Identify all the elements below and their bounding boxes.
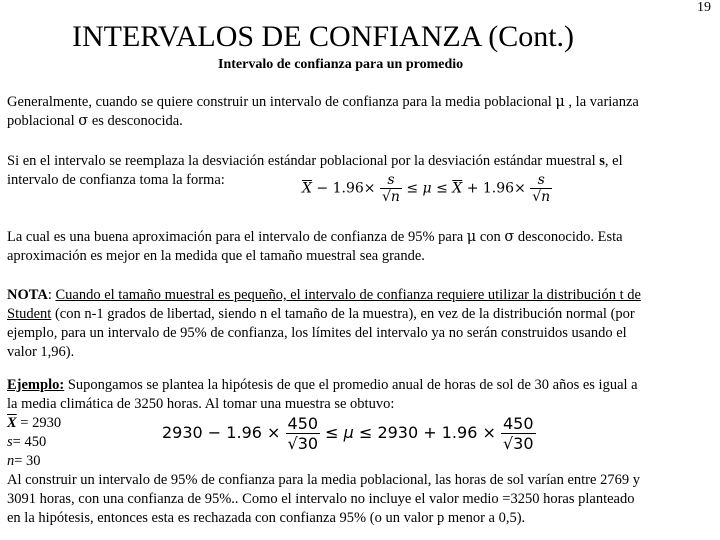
leq-symbol: ≤	[436, 180, 448, 197]
nota-line-1	[7, 286, 641, 305]
fraction-450-over-sqrt30	[501, 414, 536, 453]
xbar-symbol: $\overline{X}$	[452, 180, 463, 197]
ejemplo-line-1	[7, 376, 638, 395]
underlined-text: Cuando el tamaño muestral es pequeño, el intervalo de confianza requiere utilizar la distribución t de	[55, 287, 641, 303]
leq-symbol: ≤	[325, 423, 339, 442]
fraction-numerator: 450	[286, 414, 321, 434]
page-subtitle: Intervalo de confianza para un promedio	[218, 57, 464, 72]
sample-mean-value: = 2930	[16, 415, 62, 431]
underlined-text: Student	[7, 306, 52, 322]
formula-operator: + 1.96×	[466, 180, 526, 197]
text-segment: (con n-1 grados de libertad, siendo n el tamaño de la muestra), en vez de la distribución normal (por	[51, 306, 635, 322]
mu-symbol: μ	[466, 229, 477, 245]
n-variable: n	[7, 453, 15, 469]
paragraph-3-line-2: aproximación es mejor en la medida que el tamaño muestral sea grande.	[7, 248, 425, 264]
conclusion-line-3: en la hipótesis, entonces esta es rechazada con confianza 95% (o un valor p menor a 0,5).	[7, 510, 526, 526]
ejemplo-label: Ejemplo:	[7, 377, 65, 393]
formula-operator: − 1.96×	[316, 180, 376, 197]
fraction-numerator: s	[380, 172, 402, 189]
text-segment: Generalmente, cuando se quiere construir un intervalo de confianza para la media poblacional	[7, 94, 556, 110]
sample-mean-line	[7, 414, 61, 433]
formula-right-part: ≤ 2930 + 1.96 ×	[358, 423, 496, 442]
fraction-denominator: √n	[532, 189, 551, 205]
leq-symbol: ≤	[406, 180, 419, 197]
numeric-interval-formula	[162, 414, 536, 453]
nota-label: NOTA	[7, 287, 48, 303]
nota-line-3: ejemplo, para un intervalo de 95% de confianza, los límites del intervalo ya no serán construidos usando el	[7, 325, 627, 341]
text-segment: La cual es una buena aproximación para el intervalo de confianza de 95% para	[7, 229, 467, 245]
mu-symbol: μ	[343, 423, 354, 442]
sigma-symbol: σ	[78, 113, 89, 129]
nota-line-4: valor 1,96).	[7, 344, 75, 360]
sample-sd-line	[7, 433, 46, 452]
fraction-numerator: s	[530, 172, 552, 189]
text-segment: Supongamos se plantea la hipótesis de que el promedio anual de horas de sol de 30 años es igual a	[64, 377, 638, 393]
conclusion-line-2: 3091 horas, con una confianza de 95%.. Como el intervalo no incluye el valor medio =3250 horas planteado	[7, 491, 635, 507]
page-title: INTERVALOS DE CONFIANZA (Cont.)	[72, 20, 575, 53]
text-segment: desconocido. Esta	[514, 229, 623, 245]
text-segment: es desconocida.	[88, 113, 183, 129]
paragraph-3-line-1	[7, 228, 623, 247]
xbar-symbol: $\overline{X}$	[7, 415, 17, 431]
fraction-denominator: √n	[381, 189, 400, 205]
sample-size-line	[7, 452, 41, 471]
s-variable: s	[7, 434, 13, 450]
sigma-symbol: σ	[504, 229, 515, 245]
formula-left-part: 2930 − 1.96 ×	[162, 423, 281, 442]
sample-size-value: = 30	[14, 453, 41, 469]
page-number: 19	[697, 0, 711, 15]
confidence-interval-formula	[302, 172, 552, 205]
mu-symbol: μ	[422, 180, 432, 197]
text-segment: , la varianza	[564, 94, 639, 110]
paragraph-2-line-1	[7, 152, 623, 171]
text-segment: con	[476, 229, 505, 245]
paragraph-2-line-2: intervalo de confianza toma la forma:	[7, 172, 225, 188]
nota-line-2	[7, 305, 635, 324]
fraction-s-over-sqrt-n	[530, 172, 552, 205]
sample-sd-value: = 450	[12, 434, 47, 450]
s-bold: s	[599, 153, 605, 169]
mu-symbol: μ	[555, 94, 565, 110]
text-segment: Si en el intervalo se reemplaza la desviación estándar poblacional por la desviación estándar muestral	[7, 153, 600, 169]
ejemplo-line-2: la media climática de 3250 horas. Al tomar una muestra se obtuvo:	[7, 396, 395, 412]
conclusion-line-1: Al construir un intervalo de 95% de confianza para la media poblacional, las horas de sol varían entre 2769 y	[7, 472, 640, 488]
text-segment: :	[47, 287, 56, 303]
fraction-denominator: √30	[502, 434, 534, 453]
fraction-s-over-sqrt-n	[380, 172, 402, 205]
paragraph-1-line-1	[7, 93, 639, 112]
fraction-denominator: √30	[287, 434, 319, 453]
fraction-numerator: 450	[501, 414, 536, 434]
xbar-symbol: $\overline{X}$	[302, 180, 312, 197]
text-segment: poblacional	[7, 113, 79, 129]
text-segment: , el	[604, 153, 623, 169]
paragraph-1-line-2	[7, 112, 183, 131]
fraction-450-over-sqrt30	[286, 414, 321, 453]
